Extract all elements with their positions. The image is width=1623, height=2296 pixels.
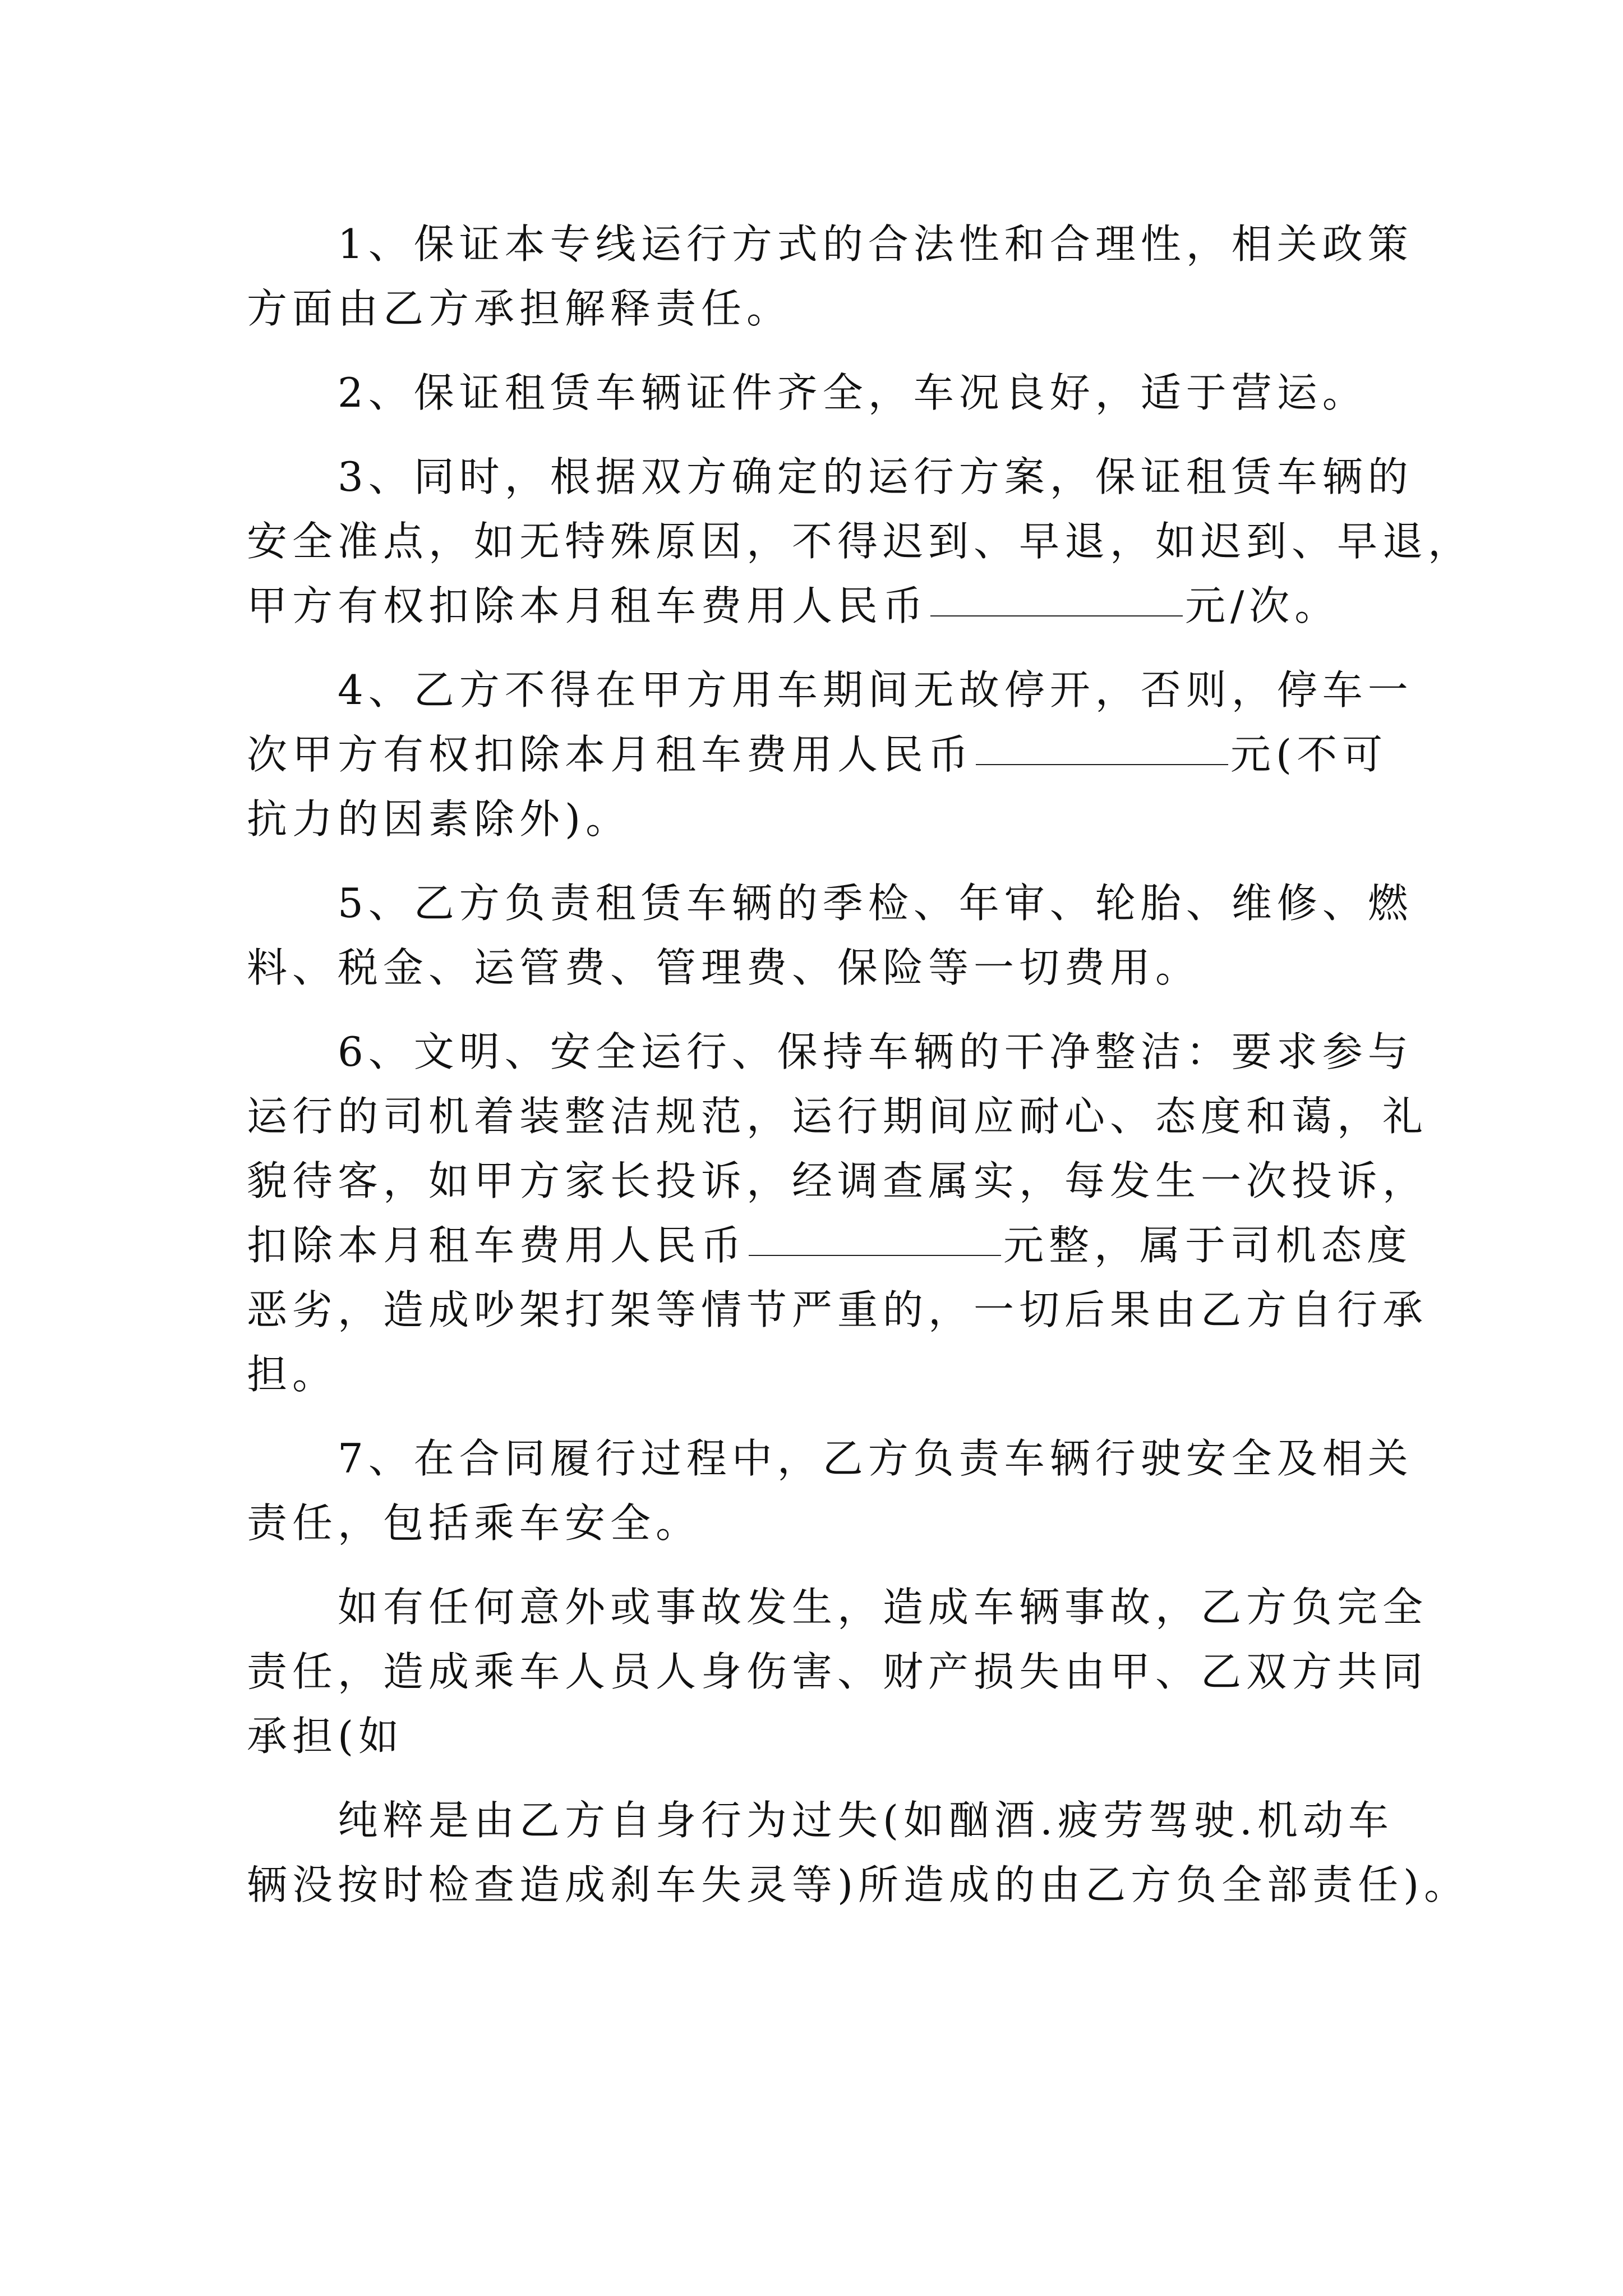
fill-in-blank [930,575,1183,616]
text: 次甲方有权扣除本月租车费用人民币 [247,731,974,778]
paragraph-6-line-2 [0,1085,1623,1147]
text: 料、税金、运管费、管理费、保险等一切费用。 [247,944,1201,991]
paragraph-5-line-1 [0,872,1623,934]
paragraph-3-line-3 [0,575,1623,637]
text: 5、乙方负责租赁车辆的季检、年审、轮胎、维修、燃 [338,880,1413,927]
text: 4、乙方不得在甲方用车期间无故停开，否则，停车一 [338,666,1413,714]
text: 1、保证本专线运行方式的合法性和合理性，相关政策 [338,220,1413,268]
paragraph-4-line-2 [0,724,1623,785]
paragraph-8-line-3 [0,1705,1623,1767]
text: 3、同时，根据双方确定的运行方案，保证租赁车辆的 [338,453,1413,500]
text: 运行的司机着装整洁规范，运行期间应耐心、态度和蔼，礼 [247,1093,1428,1140]
paragraph-5-line-2 [0,937,1623,999]
paragraph-7-line-2 [0,1492,1623,1554]
paragraph-6-line-1 [0,1021,1623,1083]
fill-in-blank [976,724,1228,765]
paragraph-4-line-1 [0,659,1623,721]
paragraph-3-line-2 [0,510,1623,572]
text: 方面由乙方承担解释责任。 [247,285,792,332]
text: 6、文明、安全运行、保持车辆的干净整洁：要求参与 [338,1028,1413,1075]
text: 责任，包括乘车安全。 [247,1499,702,1547]
text: 恶劣，造成吵架打架等情节严重的，一切后果由乙方自行承 [247,1286,1428,1333]
text: 安全准点，如无特殊原因，不得迟到、早退，如迟到、早退， [247,518,1474,565]
text: 承担(如 [247,1713,404,1760]
text: 元整，属于司机态度 [1003,1222,1413,1269]
paragraph-2-line-1 [0,362,1623,424]
text: 元/次。 [1185,582,1340,629]
paragraph-6-line-3 [0,1150,1623,1212]
text: 扣除本月租车费用人民币 [247,1222,747,1269]
paragraph-9-line-1 [0,1789,1623,1851]
text: 抗力的因素除外)。 [247,795,631,843]
text: 7、在合同履行过程中，乙方负责车辆行驶安全及相关 [338,1435,1413,1482]
paragraph-4-line-3 [0,788,1623,850]
paragraph-9-line-2 [0,1854,1623,1916]
text: 甲方有权扣除本月租车费用人民币 [247,582,929,629]
paragraph-6-line-5 [0,1279,1623,1341]
text: 如有任何意外或事故发生，造成车辆事故，乙方负完全 [338,1584,1428,1631]
text: 元(不可 [1230,731,1388,778]
text: 辆没按时检查造成刹车失灵等)所造成的由乙方负全部责任)。 [247,1861,1470,1908]
paragraph-1-line-2 [0,278,1623,339]
paragraph-7-line-1 [0,1428,1623,1489]
paragraph-8-line-1 [0,1576,1623,1638]
paragraph-6-line-6 [0,1343,1623,1405]
paragraph-8-line-2 [0,1641,1623,1703]
fill-in-blank [749,1214,1001,1256]
text: 2、保证租赁车辆证件齐全，车况良好，适于营运。 [338,369,1368,416]
text: 纯粹是由乙方自身行为过失(如酗酒.疲劳驾驶.机动车 [338,1797,1394,1844]
paragraph-3-line-1 [0,446,1623,508]
text: 貌待客，如甲方家长投诉，经调查属实，每发生一次投诉， [247,1157,1428,1204]
paragraph-6-line-4 [0,1214,1623,1276]
text: 担。 [247,1351,338,1398]
paragraph-1-line-1 [0,213,1623,275]
text: 责任，造成乘车人员人身伤害、财产损失由甲、乙双方共同 [247,1648,1428,1695]
